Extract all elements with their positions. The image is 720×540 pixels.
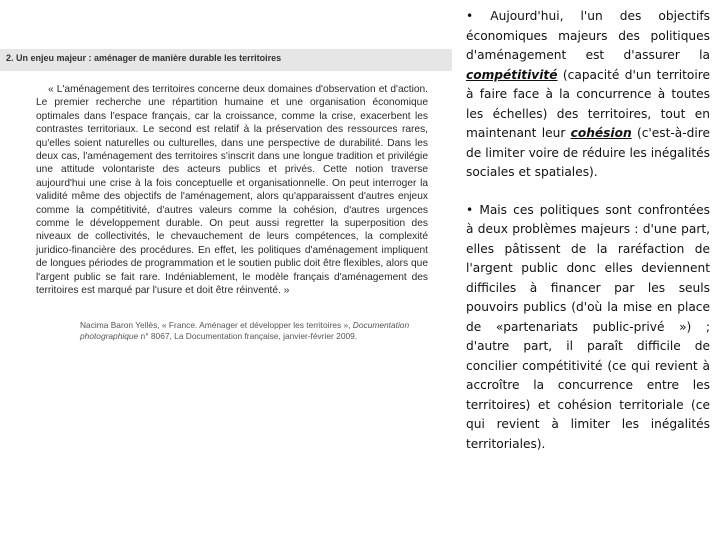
- excerpt-header-band: [0, 49, 452, 71]
- bullet-icon: •: [466, 9, 474, 23]
- source-author: Nacima Baron Yellès, « France. Aménager et développer les territoires »,: [80, 320, 353, 330]
- source-publication: Documentation photographique: [80, 320, 410, 341]
- term-cohesion: cohésion: [570, 126, 632, 140]
- excerpt-quote: « L'aménagement des territoires concerne deux domaines d'observation et d'action. Le premier recherche une répartition humaine et une organisation économique optimales dans l'espace français, car la croissance, comme la crise, exacerbent les contrastes territoriaux. Le second est relatif à la préservation des ressources rares, qu'elles soient naturelles ou culturelles, dans une perspective de durabilité. Dans les deux cas, l'aménagement des territoires s'inscrit dans une longue tradition et privilégie une attitude volontariste des acteurs publics et privés. Cette notion traverse aujourd'hui une crise à la fois conceptuelle et organisationnelle. On peut interroger la validité même des objectifs de l'aménagement, alors qu'apparaissent d'autres enjeux comme la compétitivité, d'autres valeurs comme la cohésion, d'autres urgences comme le développement durable. On peut aussi regretter la superposition des niveaux de collectivités, le chevauchement de leurs compétences, la complexité juridico-financière des procédures. En effet, les politiques d'aménagement impliquent de longues périodes de programmation et le soutien public doit être flexibles, alors que l'argent public se fait rare. Indéniablement, le modèle français d'aménagement des territoires est marqué par l'usure et doit être réinventé. »: [36, 84, 428, 297]
- source-details: n° 8067, La Documentation française, janvier-février 2009.: [138, 331, 358, 341]
- term-competitivite: compétitivité: [466, 67, 558, 82]
- excerpt-source: [80, 320, 432, 342]
- p1-text-a: Aujourd'hui, l'un des objectifs économiques majeurs des politiques d'aménagement est d'assurer la: [466, 9, 710, 62]
- bullet-icon: •: [466, 202, 474, 217]
- document-excerpt: [0, 44, 452, 364]
- explanation-column: [466, 7, 710, 454]
- paragraph-competitivite: [466, 7, 710, 183]
- p2-text: Mais ces politiques sont confrontées à deux problèmes majeurs : d'une part, elles pâtissent de la raréfaction de l'argent public donc elles deviennent difficiles à financer par les seuls pouvoirs publics (d'où la mise en place de «partenariats public-privé ») ; d'autre part, il paraît difficile de concilier compétitivité (ce qui revient à accroître la concurrence entre les territoires) et cohésion territoriale (ce qui revient à limiter les inégalités territoriales).: [466, 202, 710, 451]
- p1-text-c: (c'est-à-dire de limiter voire de réduire les inégalités sociales et spatiales).: [466, 126, 711, 179]
- excerpt-heading: 2. Un enjeu majeur : aménager de manière durable les territoires: [6, 53, 282, 63]
- p1-text-b: (capacité d'un territoire à faire face à la concurrence à toutes les échelles) des territoires, tout en maintenant leur: [466, 67, 710, 140]
- paragraph-problemes: [466, 201, 710, 455]
